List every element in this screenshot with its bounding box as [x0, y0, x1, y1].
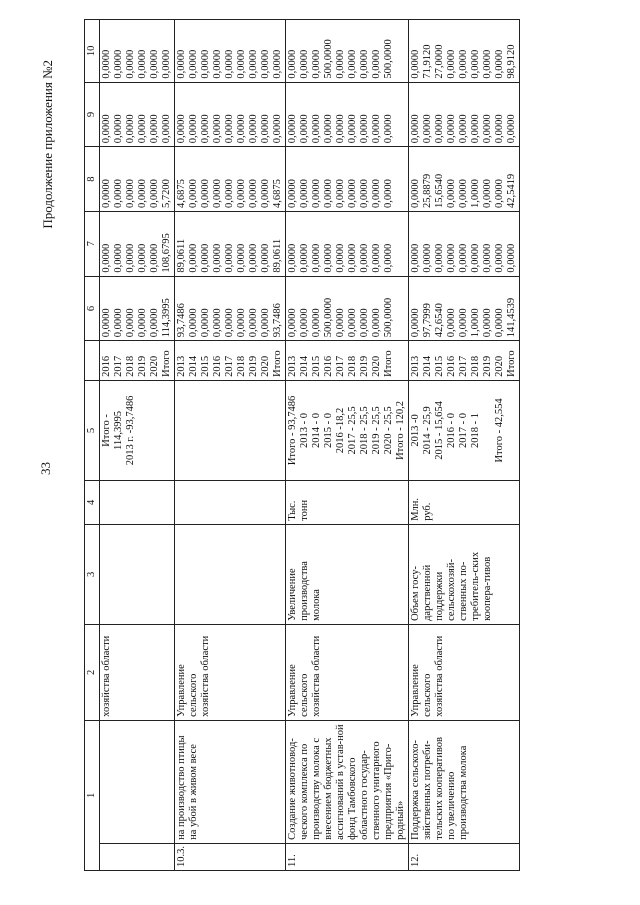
amount-line: 0,0000	[260, 308, 271, 338]
amount-line: 0,0000	[311, 308, 322, 338]
amount-line: 0,0000	[176, 114, 187, 144]
amount-line: 0,0000	[149, 49, 160, 79]
amount-line: 0,0000	[212, 49, 223, 79]
amount-line: 500,0000	[323, 297, 334, 338]
amount-line: 0,0000	[323, 179, 334, 208]
amount-line: 0,0000	[359, 308, 370, 338]
amount-line: 0,0000	[311, 243, 322, 273]
amount-line: 0,0000	[446, 308, 457, 338]
amount-line: 114,3995	[161, 298, 172, 338]
amount-line: 141,4539	[506, 297, 517, 338]
amount-line: 0,0000	[137, 114, 148, 144]
year-line: 2016	[446, 355, 457, 377]
executor: Управление сельского хозяйства области	[286, 624, 409, 720]
program-table	[84, 19, 520, 871]
amount-line: 0,0000	[410, 308, 421, 338]
amount-line: 0,0000	[347, 114, 358, 144]
year-line: Итого	[161, 350, 172, 377]
amount-line: 0,0000	[125, 243, 136, 273]
amount-line: 0,0000	[149, 243, 160, 273]
year-line: 2019	[359, 355, 370, 377]
amount-line: 0,0000	[434, 243, 445, 273]
amount-line: 0,0000	[383, 243, 394, 273]
row-number: 12.	[409, 843, 520, 870]
amount-line: 0,0000	[188, 114, 199, 144]
amount-line: 0,0000	[311, 179, 322, 208]
indicator-value-line: 114,3995	[113, 410, 124, 450]
indicator-value-line: 2018 - 1	[470, 412, 481, 448]
amount-line: 0,0000	[482, 308, 493, 338]
amount-line: 0,0000	[137, 308, 148, 338]
amount-line: 0,0000	[236, 179, 247, 208]
year-line: Итого	[383, 350, 394, 377]
unit	[175, 481, 286, 525]
amount-c7	[409, 211, 520, 276]
amount-line: 0,0000	[410, 49, 421, 79]
amount-line: 0,0000	[224, 114, 235, 144]
amount-line: 0,0000	[335, 49, 346, 79]
row-number: 10.3.	[175, 843, 286, 870]
year-line: Итого	[272, 350, 283, 377]
amount-line: 0,0000	[371, 179, 382, 208]
amount-line: 0,0000	[299, 49, 310, 79]
year-line: 2013	[176, 355, 187, 377]
col-header: 3	[85, 524, 100, 624]
unit	[100, 481, 175, 525]
amount-line: 0,0000	[272, 114, 283, 144]
amount-line: 0,0000	[224, 243, 235, 273]
col-header: 9	[85, 82, 100, 147]
year-line: 2015	[311, 355, 322, 377]
year-line: 2020	[149, 355, 160, 377]
amount-c8	[100, 147, 175, 212]
indicator: Объем госу-дарственной поддержки сельскохозяй-ственных по-требитель-ских коопера-тивов	[409, 524, 520, 624]
amount-line: 0,0000	[335, 179, 346, 208]
amount-line: 0,0000	[494, 308, 505, 338]
amount-line: 0,0000	[113, 49, 124, 79]
amount-c6	[100, 276, 175, 341]
amount-line: 4,6875	[272, 179, 283, 208]
amount-line: 0,0000	[371, 308, 382, 338]
indicator-value-line	[482, 384, 494, 477]
col-header: 5	[85, 380, 100, 480]
year-line: 2015	[434, 355, 445, 377]
amount-line: 0,0000	[212, 114, 223, 144]
table-body	[100, 20, 520, 871]
measure-name: Создание животновод-ческого комплекса по производству молока с внесением бюджетных ассигнований в устав-ной фонд Тамбовского областного государ-ственного унитарного предприятия «Приго-родный»	[286, 720, 409, 843]
amount-line: 0,0000	[248, 49, 259, 79]
appendix-header: Продолжение приложения №2	[40, 60, 55, 229]
amount-line: 500,0000	[383, 39, 394, 79]
amount-line: 0,0000	[287, 49, 298, 79]
amount-line: 0,0000	[446, 114, 457, 144]
measure-name: Поддержка сельскохо-зяйственных потреби-тельских кооперативов по увеличению производства молока	[409, 720, 520, 843]
table-row	[175, 20, 286, 871]
table-row	[286, 20, 409, 871]
amount-line: 0,0000	[137, 179, 148, 208]
amount-line: 0,0000	[287, 114, 298, 144]
amount-c6	[175, 276, 286, 341]
amount-line: 0,0000	[200, 179, 211, 208]
amount-line: 0,0000	[446, 243, 457, 273]
indicator-value-line: 2014 - 0	[311, 412, 322, 448]
amount-line: 0,0000	[125, 179, 136, 208]
year-line: 2014	[422, 355, 433, 377]
amount-line: 0,0000	[299, 243, 310, 273]
amount-line: 0,0000	[212, 243, 223, 273]
amount-line: 0,0000	[188, 243, 199, 273]
year-line: 2016	[212, 355, 223, 377]
amount-c9	[175, 82, 286, 147]
amount-c7	[286, 211, 409, 276]
amount-line: 0,0000	[371, 243, 382, 273]
amount-line: 0,0000	[347, 179, 358, 208]
amount-line: 0,0000	[482, 49, 493, 79]
table-row	[100, 20, 175, 871]
amount-line: 0,0000	[470, 49, 481, 79]
amount-line: 500,0000	[383, 297, 394, 338]
indicator-value-line: 2016 - 0	[446, 412, 457, 448]
amount-line: 0,0000	[458, 308, 469, 338]
amount-line: 5,7200	[161, 179, 172, 208]
amount-line: 0,0000	[236, 49, 247, 79]
amount-line: 0,0000	[113, 243, 124, 273]
amount-c10	[409, 20, 520, 83]
amount-line: 0,0000	[125, 49, 136, 79]
indicator	[100, 524, 175, 624]
amount-line: 0,0000	[149, 179, 160, 208]
amount-line: 108,6795	[161, 233, 172, 273]
amount-c10	[175, 20, 286, 83]
year-line: 2018	[470, 355, 481, 377]
indicator-value-line: 2019 - 25,5	[371, 406, 382, 455]
indicator-value-line: 2017 - 25,5	[347, 406, 358, 455]
amount-line: 0,0000	[311, 49, 322, 79]
measure-name: на производство птицы на убой в живом весе	[175, 720, 286, 843]
year-line: 2016	[323, 355, 334, 377]
indicator-value-line: 2013 г. -93,7486	[125, 395, 136, 466]
year-line: 2019	[248, 355, 259, 377]
amount-line: 71,9120	[422, 44, 433, 79]
column-number-row	[85, 20, 100, 871]
amount-line: 89,0611	[176, 238, 187, 273]
indicator-value-line: 2015 - 0	[323, 412, 334, 448]
amount-line: 0,0000	[212, 308, 223, 338]
amount-line: 0,0000	[200, 308, 211, 338]
amount-line: 0,0000	[101, 243, 112, 273]
indicator: Увеличение производства молока	[286, 524, 409, 624]
amount-line: 0,0000	[161, 114, 172, 144]
amount-line: 0,0000	[248, 308, 259, 338]
amount-c7	[175, 211, 286, 276]
measure-name	[100, 720, 175, 843]
amount-line: 0,0000	[200, 49, 211, 79]
amount-line: 0,0000	[113, 308, 124, 338]
amount-line: 0,0000	[458, 243, 469, 273]
amount-line: 0,0000	[482, 114, 493, 144]
amount-line: 0,0000	[470, 114, 481, 144]
amount-line: 0,0000	[446, 179, 457, 208]
amount-line: 0,0000	[347, 49, 358, 79]
amount-line: 0,0000	[410, 243, 421, 273]
amount-line: 0,0000	[299, 114, 310, 144]
year-line: 2017	[224, 355, 235, 377]
amount-line: 0,0000	[494, 114, 505, 144]
amount-line: 93,7486	[176, 303, 187, 338]
amount-c9	[100, 82, 175, 147]
amount-line: 0,0000	[287, 308, 298, 338]
amount-line: 0,0000	[113, 114, 124, 144]
amount-line: 0,0000	[470, 243, 481, 273]
amount-line: 0,0000	[224, 308, 235, 338]
year-line: 2017	[458, 355, 469, 377]
amount-line: 0,0000	[287, 179, 298, 208]
amount-line: 0,0000	[359, 49, 370, 79]
year-line: 2020	[260, 355, 271, 377]
year-line: 2018	[347, 355, 358, 377]
amount-line: 0,0000	[494, 243, 505, 273]
amount-line: 0,0000	[458, 49, 469, 79]
amount-line: 0,0000	[236, 114, 247, 144]
indicator-value-line: 2018 - 25,5	[359, 406, 370, 455]
amount-line: 0,0000	[482, 179, 493, 208]
amount-line: 0,0000	[101, 49, 112, 79]
amount-line: 0,0000	[125, 114, 136, 144]
amount-line: 0,0000	[371, 114, 382, 144]
amount-line: 89,0611	[272, 238, 283, 273]
col-header: 8	[85, 147, 100, 212]
amount-c7	[100, 211, 175, 276]
indicator-value-line: 2013 - 0	[299, 412, 310, 448]
year-line: Итого	[506, 350, 517, 377]
amount-line: 0,0000	[101, 114, 112, 144]
amount-line: 0,0000	[359, 179, 370, 208]
years	[100, 341, 175, 381]
amount-c8	[175, 147, 286, 212]
amount-line: 0,0000	[335, 114, 346, 144]
year-line: 2019	[482, 355, 493, 377]
amount-c6	[409, 276, 520, 341]
amount-line: 0,0000	[260, 114, 271, 144]
amount-line: 0,0000	[113, 179, 124, 208]
amount-line: 0,0000	[347, 243, 358, 273]
amount-line: 0,0000	[260, 179, 271, 208]
amount-line: 0,0000	[299, 308, 310, 338]
amount-line: 0,0000	[188, 308, 199, 338]
amount-line: 0,0000	[188, 49, 199, 79]
amount-line: 0,0000	[482, 243, 493, 273]
indicator-value-line: 2013 -0	[410, 414, 421, 447]
amount-line: 42,6540	[434, 303, 445, 338]
year-line: 2017	[113, 355, 124, 377]
amount-line: 0,0000	[335, 308, 346, 338]
amount-line: 1,0000	[470, 308, 481, 338]
amount-line: 15,6540	[434, 173, 445, 208]
amount-line: 0,0000	[248, 179, 259, 208]
col-header: 6	[85, 276, 100, 341]
amount-line: 500,0000	[323, 39, 334, 79]
indicator-values	[286, 380, 409, 480]
executor: Управление сельского хозяйства области	[175, 624, 286, 720]
indicator	[175, 524, 286, 624]
amount-line: 0,0000	[410, 179, 421, 208]
year-line: 2014	[299, 355, 310, 377]
amount-line: 0,0000	[212, 179, 223, 208]
amount-line: 0,0000	[200, 243, 211, 273]
amount-line: 0,0000	[383, 114, 394, 144]
amount-line: 0,0000	[383, 179, 394, 208]
amount-line: 0,0000	[260, 49, 271, 79]
page-number: 33	[38, 462, 53, 475]
amount-line: 0,0000	[323, 114, 334, 144]
amount-line: 0,0000	[410, 114, 421, 144]
unit: Тыс. тонн	[286, 481, 409, 525]
amount-line: 0,0000	[149, 308, 160, 338]
indicator-value-line: 2015 - 15,654	[434, 401, 445, 460]
row-number: 11.	[286, 843, 409, 870]
executor: Управление сельского хозяйства области	[409, 624, 520, 720]
indicator-values	[409, 380, 520, 480]
amount-line: 0,0000	[311, 114, 322, 144]
amount-line: 0,0000	[335, 243, 346, 273]
indicator-values	[100, 380, 175, 480]
year-line: 2017	[335, 355, 346, 377]
col-header: 2	[85, 624, 100, 720]
amount-line: 0,0000	[299, 179, 310, 208]
year-line: 2014	[188, 355, 199, 377]
indicator-value-line: 2017 - 0	[458, 412, 469, 448]
amount-line: 0,0000	[506, 114, 517, 144]
amount-line: 0,0000	[200, 114, 211, 144]
amount-line: 0,0000	[359, 243, 370, 273]
amount-line: 0,0000	[422, 243, 433, 273]
amount-line: 0,0000	[359, 114, 370, 144]
col-header: 7	[85, 211, 100, 276]
indicator-value-line: Итого - 120,2	[395, 400, 406, 460]
amount-line: 0,0000	[101, 179, 112, 208]
amount-line: 0,0000	[248, 114, 259, 144]
indicator-value-line: Итого - 93,7486	[287, 395, 298, 466]
indicator-value-line: 2020 - 25,5	[383, 406, 394, 455]
amount-line: 93,7486	[272, 303, 283, 338]
years	[409, 341, 520, 381]
amount-line: 0,0000	[137, 49, 148, 79]
amount-line: 0,0000	[137, 243, 148, 273]
amount-line: 0,0000	[161, 49, 172, 79]
col-header: 4	[85, 481, 100, 525]
amount-line: 0,0000	[224, 179, 235, 208]
indicator-value-line: 2014 - 25,9	[422, 406, 433, 455]
indicator-value-line: 2016 -18,2	[335, 407, 346, 454]
amount-line: 0,0000	[236, 308, 247, 338]
amount-c9	[286, 82, 409, 147]
years	[286, 341, 409, 381]
amount-line: 4,6875	[176, 179, 187, 208]
amount-line: 42,5419	[506, 173, 517, 208]
year-line: 2020	[494, 355, 505, 377]
amount-line: 0,0000	[272, 49, 283, 79]
years	[175, 341, 286, 381]
amount-line: 98,9120	[506, 44, 517, 79]
amount-line: 0,0000	[125, 308, 136, 338]
amount-c8	[409, 147, 520, 212]
amount-line: 0,0000	[188, 179, 199, 208]
amount-line: 0,0000	[422, 114, 433, 144]
amount-line: 0,0000	[371, 49, 382, 79]
amount-line: 0,0000	[458, 114, 469, 144]
year-line: 2020	[371, 355, 382, 377]
amount-line: 0,0000	[149, 114, 160, 144]
year-line: 2018	[125, 355, 136, 377]
amount-line: 0,0000	[446, 49, 457, 79]
year-line: 2018	[236, 355, 247, 377]
amount-c9	[409, 82, 520, 147]
amount-line: 0,0000	[494, 49, 505, 79]
amount-line: 0,0000	[347, 308, 358, 338]
year-line: 2013	[287, 355, 298, 377]
amount-line: 25,8879	[422, 173, 433, 208]
row-number	[100, 843, 175, 870]
amount-line: 0,0000	[506, 243, 517, 273]
year-line: 2015	[200, 355, 211, 377]
col-header	[85, 341, 100, 381]
amount-c10	[286, 20, 409, 83]
amount-c6	[286, 276, 409, 341]
amount-line: 0,0000	[287, 243, 298, 273]
amount-line: 0,0000	[494, 179, 505, 208]
amount-line: 0,0000	[224, 49, 235, 79]
amount-line: 0,0000	[248, 243, 259, 273]
amount-line: 0,0000	[458, 179, 469, 208]
year-line: 2016	[101, 355, 112, 377]
amount-line: 1,0000	[470, 179, 481, 208]
amount-line: 97,7999	[422, 303, 433, 338]
amount-line: 0,0000	[323, 243, 334, 273]
year-line: 2019	[137, 355, 148, 377]
amount-c8	[286, 147, 409, 212]
amount-line: 0,0000	[434, 114, 445, 144]
amount-line: 0,0000	[260, 243, 271, 273]
unit: Млн. руб.	[409, 481, 520, 525]
indicator-values	[175, 380, 286, 480]
amount-line: 0,0000	[176, 49, 187, 79]
year-line: 2013	[410, 355, 421, 377]
col-header: 1	[85, 720, 100, 870]
table-row	[409, 20, 520, 871]
indicator-value-line: Итого - 42,554	[494, 398, 505, 463]
amount-line: 0,0000	[101, 308, 112, 338]
indicator-value-line: Итого -	[101, 414, 112, 447]
amount-c10	[100, 20, 175, 83]
amount-line: 0,0000	[236, 243, 247, 273]
amount-line: 27,0000	[434, 44, 445, 79]
executor: хозяйства области	[100, 624, 175, 720]
col-header: 10	[85, 20, 100, 83]
